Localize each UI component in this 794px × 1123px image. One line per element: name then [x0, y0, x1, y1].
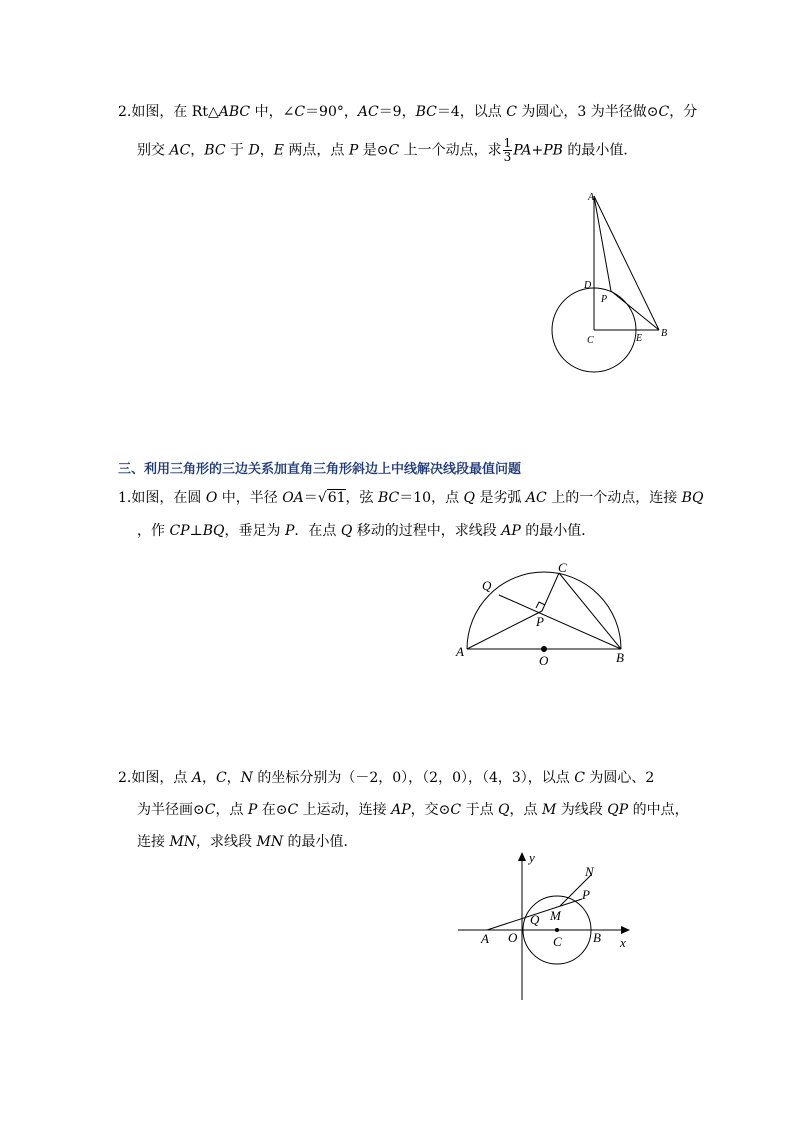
fig2-label-q: Q	[482, 578, 492, 593]
fig3-label-b: B	[593, 930, 601, 945]
fig1-label-p: P	[601, 294, 608, 305]
fig1-label-e: E	[636, 333, 643, 344]
section-3-heading: 三、利用三角形的三边关系加直角三角形斜边上中线解决线段最值问题	[118, 462, 522, 477]
fig1-label-c: C	[587, 335, 594, 346]
fig3-label-c: C	[553, 934, 562, 949]
sqrt-symbol: √	[317, 490, 327, 506]
fraction-one-third: $\frac{1}{3}$	[503, 136, 512, 164]
fig3-label-x: x	[620, 935, 626, 950]
fig1-label-a: A	[588, 192, 595, 203]
problem-3-2-line3: 连接 MN，求线段 MN 的最小值．	[137, 834, 358, 850]
sqrt-value: 61	[327, 490, 346, 506]
fig2-label-c: C	[558, 560, 567, 575]
center-c-dot	[555, 928, 559, 932]
problem-3-2-line1: 2.如图，点 A，C，N 的坐标分别为（－2，0），（2，0），（4，3），以点 C 为圆心、2	[118, 770, 655, 786]
problem-3-2-line2: 为半径画⊙C，点 P 在⊙C 上运动，连接 AP，交⊙C 于点 Q，点 M 为线段 QP 的中点，	[137, 802, 689, 818]
x-axis-arrow	[621, 926, 630, 934]
fig3-label-p: P	[582, 887, 590, 902]
figure-3-geometry	[458, 858, 628, 1000]
fig1-label-b: B	[661, 328, 668, 339]
problem-2a-line2: 别交 AC，BC 于 D，E 两点，点 P 是⊙C 上一个动点，求 $\frac{1}{3}$ PA+PB 的最小值．	[137, 136, 638, 164]
fig3-label-a: A	[481, 931, 489, 946]
fig3-label-m: M	[550, 908, 561, 923]
fig2-label-a: A	[456, 644, 464, 659]
problem-3-1-line2: ，作 CP⊥BQ，垂足为 P．在点 Q 移动的过程中，求线段 AP 的最小值．	[137, 523, 596, 539]
problem-2a-line1: 2.如图，在 Rt△ABC 中，∠C＝90°，AC＝9，BC＝4，以点 C 为圆心，3 为半径做⊙C，分	[118, 104, 698, 120]
fig3-label-q: Q	[530, 912, 540, 927]
fig3-label-n: N	[585, 864, 594, 879]
fig1-label-d: D	[584, 280, 592, 291]
fig3-label-y: y	[529, 850, 535, 865]
fig2-label-p: P	[536, 614, 544, 629]
y-axis-arrow	[518, 852, 526, 861]
fig2-label-o: O	[539, 653, 549, 668]
problem-3-1-line1: 1.如图，在圆 O 中，半径 OA＝√61，弦 BC＝10，点 Q 是劣弧 AC 上的一个动点，连接 BQ	[118, 490, 704, 506]
fig2-label-b: B	[616, 650, 624, 665]
fig3-label-o: O	[508, 930, 518, 945]
